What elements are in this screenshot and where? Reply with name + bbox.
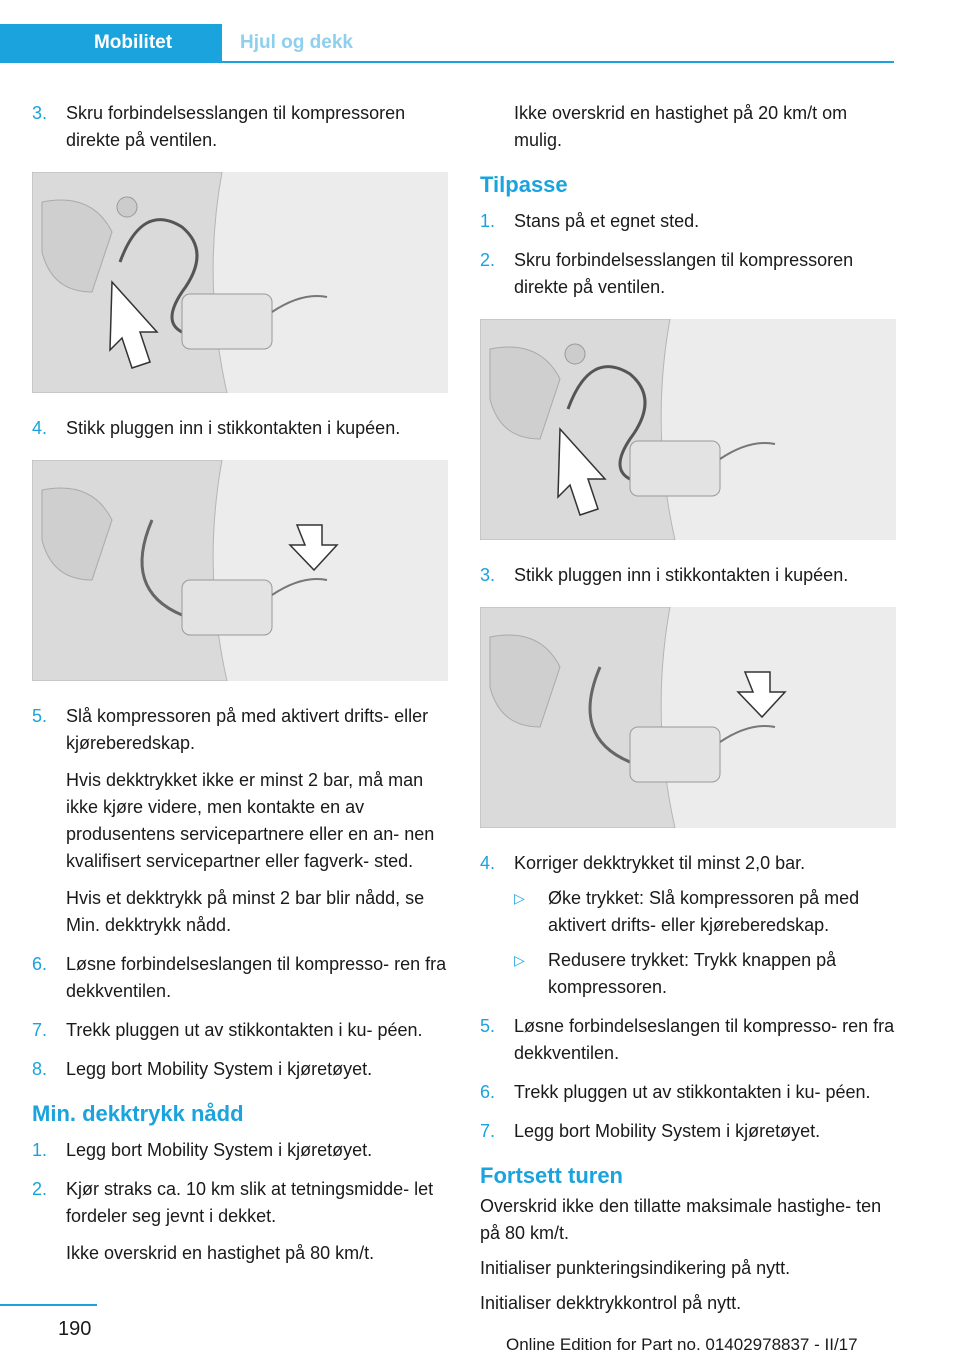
- step-number: 2.: [32, 1179, 48, 1199]
- sub-item-text: Øke trykket: Slå kompressoren på med aktivert drifts- eller kjøreberedskap.: [548, 888, 860, 935]
- step-text: Stikk pluggen inn i stikkontakten i kupéen.: [514, 565, 849, 585]
- section-heading: Fortsett turen: [480, 1163, 623, 1188]
- triangle-bullet-icon: ▷: [514, 890, 525, 906]
- section-heading: Min. dekktrykk nådd: [32, 1101, 244, 1126]
- speed-note: Ikke overskrid en hastighet på 20 km/t om mulig.: [514, 103, 848, 150]
- step-number: 1.: [480, 211, 496, 231]
- step-item: [32, 1137, 452, 1164]
- step-note: Hvis dekktrykket ikke er minst 2 bar, må man ikke kjøre videre, men kontakte en av produsentens servicepartnere eller en an- nen kvalifisert servicepartner eller fagverk- sted.: [66, 770, 435, 871]
- step-number: 8.: [32, 1059, 48, 1079]
- step-item: [32, 100, 452, 154]
- edition-note: Online Edition for Part no. 01402978837 - II/17: [506, 1335, 858, 1354]
- step-text: Stikk pluggen inn i stikkontakten i kupéen.: [66, 418, 401, 438]
- illustration-hose-to-valve: [32, 172, 448, 393]
- step-item: [32, 415, 452, 442]
- step-text: Skru forbindelsesslangen til kompressoren direkte på ventilen.: [66, 103, 406, 150]
- step-number: 3.: [32, 103, 48, 123]
- step-text: Løsne forbindelseslangen til kompresso- ren fra dekkventilen.: [66, 954, 447, 1001]
- step-item: [480, 1079, 900, 1106]
- step-item: [480, 562, 900, 589]
- step-note: Hvis et dekktrykk på minst 2 bar blir nådd, se Min. dekktrykk nådd.: [66, 888, 425, 935]
- step-number: 2.: [480, 250, 496, 270]
- step-text: Trekk pluggen ut av stikkontakten i ku- péen.: [514, 1082, 871, 1102]
- body-paragraph: Initialiser dekktrykkontrol på nytt.: [480, 1293, 742, 1313]
- step-text: Stans på et egnet sted.: [514, 211, 700, 231]
- page-number: 190: [58, 1318, 92, 1340]
- step-item: [480, 208, 900, 235]
- step-number: 7.: [480, 1121, 496, 1141]
- step-item: [32, 1056, 452, 1083]
- step-text: Legg bort Mobility System i kjøretøyet.: [66, 1140, 373, 1160]
- step-number: 5.: [32, 706, 48, 726]
- step-text: Kjør straks ca. 10 km slik at tetningsmidde- let fordeler seg jevnt i dekket.: [66, 1179, 434, 1226]
- illustration-hose-to-valve: [480, 319, 896, 540]
- step-number: 1.: [32, 1140, 48, 1160]
- step-text: Legg bort Mobility System i kjøretøyet.: [66, 1059, 373, 1079]
- step-number: 4.: [480, 853, 496, 873]
- section-heading: Tilpasse: [480, 172, 568, 197]
- step-number: 7.: [32, 1020, 48, 1040]
- sub-item-text: Redusere trykket: Trykk knappen på kompressoren.: [548, 950, 837, 997]
- step-number: 6.: [32, 954, 48, 974]
- subsection-tab: Hjul og dekk: [240, 31, 353, 53]
- triangle-bullet-icon: ▷: [514, 952, 525, 968]
- illustration-plug-in-socket: [32, 460, 448, 681]
- left-column: [32, 100, 452, 1279]
- step-number: 4.: [32, 418, 48, 438]
- step-item: [32, 703, 452, 939]
- header-rule: [0, 61, 894, 63]
- step-number: 3.: [480, 565, 496, 585]
- step-text: Løsne forbindelseslangen til kompresso- ren fra dekkventilen.: [514, 1016, 895, 1063]
- step-item: [480, 1118, 900, 1145]
- page-header: [0, 24, 894, 62]
- footer-rule: [0, 1304, 97, 1306]
- section-tab: Mobilitet: [0, 24, 222, 61]
- step-note: Ikke overskrid en hastighet på 80 km/t.: [66, 1243, 375, 1263]
- step-number: 6.: [480, 1082, 496, 1102]
- step-item: [480, 1013, 900, 1067]
- step-text: Korriger dekktrykket til minst 2,0 bar.: [514, 853, 806, 873]
- sub-item: [514, 947, 900, 1001]
- step-item: [32, 1017, 452, 1044]
- step-text: Legg bort Mobility System i kjøretøyet.: [514, 1121, 821, 1141]
- step-number: 5.: [480, 1016, 496, 1036]
- step-text: Trekk pluggen ut av stikkontakten i ku- péen.: [66, 1020, 423, 1040]
- step-item: [32, 951, 452, 1005]
- step-item: [32, 1176, 452, 1267]
- step-item: [480, 850, 900, 1001]
- right-column: [480, 100, 900, 1325]
- body-paragraph: Initialiser punkteringsindikering på nytt.: [480, 1258, 791, 1278]
- step-item: [480, 247, 900, 301]
- sub-item: [514, 885, 900, 939]
- step-text: Slå kompressoren på med aktivert drifts- eller kjøreberedskap.: [66, 706, 429, 753]
- step-text: Skru forbindelsesslangen til kompressoren direkte på ventilen.: [514, 250, 854, 297]
- illustration-plug-in-socket: [480, 607, 896, 828]
- body-paragraph: Overskrid ikke den tillatte maksimale hastighe- ten på 80 km/t.: [480, 1196, 882, 1243]
